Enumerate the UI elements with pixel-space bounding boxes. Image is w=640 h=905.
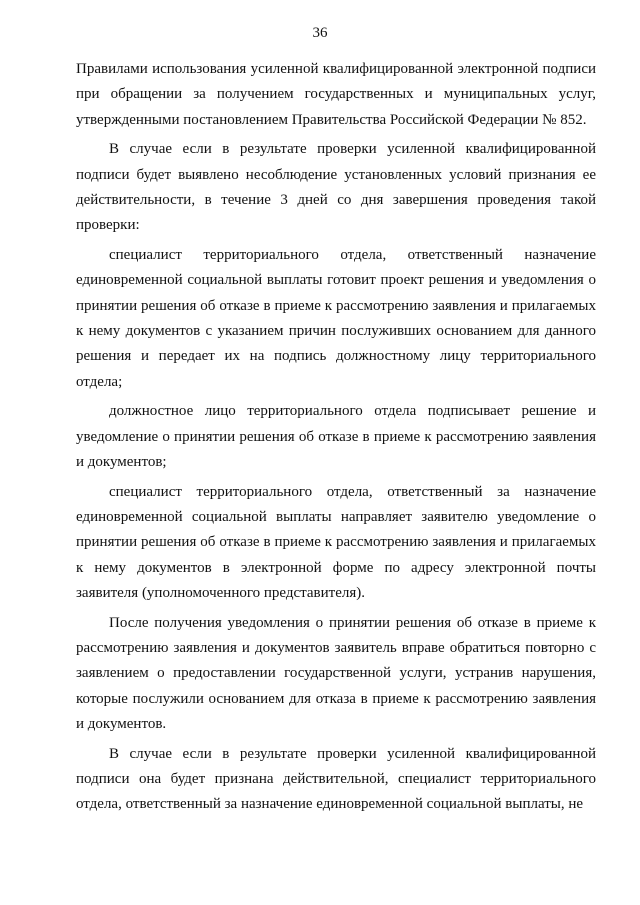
paragraph: Правилами использования усиленной квалифицированной электронной подписи при обращении за получением государственных и муниципальных услуг, утвержденными постановлением Правительства Российской Федерации № 852. (76, 61, 596, 128)
paragraph: должностное лицо территориального отдела подписывает решение и уведомление о принятии решения об отказе в приеме к рассмотрению заявления и документов; (76, 403, 596, 470)
paragraph: специалист территориального отдела, ответственный назначение единовременной социальной выплаты готовит проект решения и уведомления о принятии решения об отказе в приеме к рассмотрению заявления и прилагаемых к нему документов с указанием причин послуживших основанием для данного решения и передает их на подпись должностному лицу территориального отдела; (76, 247, 596, 390)
document-body (76, 57, 596, 822)
paragraph: специалист территориального отдела, ответственный за назначение единовременной социальной выплаты направляет заявителю уведомление о принятии решения об отказе в приеме к рассмотрению заявления и прилагаемых к нему документов в электронной форме по адресу электронной почты заявителя (уполномоченного представителя). (76, 483, 596, 601)
paragraph: В случае если в результате проверки усиленной квалифицированной подписи будет выявлено несоблюдение установленных условий признания ее действительности, в течение 3 дней со дня завершения проведения такой проверки: (76, 141, 596, 234)
paragraph: После получения уведомления о принятии решения об отказе в приеме к рассмотрению заявления и документов заявитель вправе обратиться повторно с заявлением о предоставлении государственной услуги, устранив нарушения, которые послужили основанием для отказа в приеме к рассмотрению заявления и документов. (76, 614, 596, 732)
paragraph: В случае если в результате проверки усиленной квалифицированной подписи она будет признана действительной, специалист территориального отдела, ответственный за назначение единовременной социальной выплаты, не (76, 745, 596, 813)
page-number: 36 (312, 25, 328, 41)
